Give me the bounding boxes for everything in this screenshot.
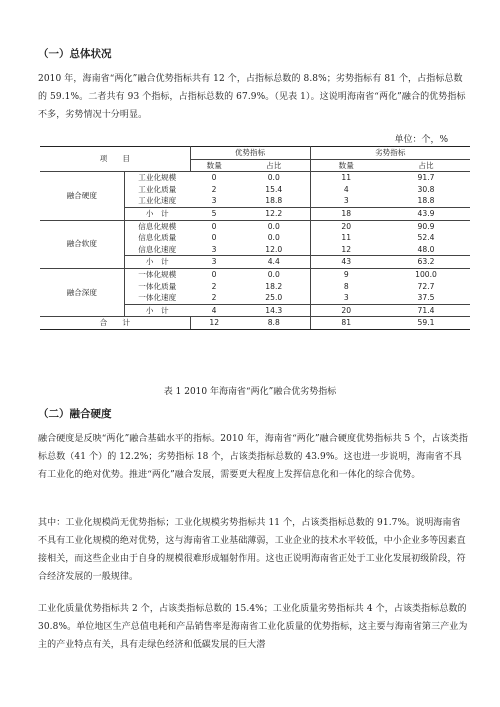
adv-count: 3 [211, 196, 217, 206]
subtotal-label: 小 计 [124, 304, 190, 317]
adv-count: 5 [190, 207, 238, 220]
subheader-ratio: 占比 [418, 160, 434, 170]
adv-count: 0 [190, 220, 238, 232]
adv-count: 0 [211, 233, 217, 243]
dis-count: 11 [341, 233, 352, 243]
adv-count: 4 [190, 304, 238, 317]
group-name: 融合硬度 [40, 172, 124, 220]
row-label: 工业化速度 [138, 196, 177, 206]
dis-ratio: 71.4 [382, 304, 470, 317]
subheader-ratio: 占比 [238, 159, 310, 172]
dis-ratio: 91.7 [382, 172, 470, 184]
table-unit-label: 单位：个，% [394, 135, 448, 145]
dis-count: 20 [310, 220, 382, 232]
adv-ratio: 0.0 [238, 232, 310, 244]
section-1-paragraph: 2010 年，海南省“两化”融合优势指标共有 12 个，占指标总数的 8.8%；劣势指标有 81 个，占指标总数的 59.1%。二者共有 93 个指标，占指标总数的 67.9%。（见表 1）。这说明海南省“两化”融合的优势指标不多，劣势情况十分明显。 [38, 74, 466, 120]
adv-count: 12 [190, 317, 238, 330]
dis-count: 18 [310, 207, 382, 220]
row-label: 信息化速度 [138, 244, 177, 254]
adv-ratio: 0.0 [238, 172, 310, 184]
adv-count: 3 [190, 256, 238, 269]
adv-ratio: 15.4 [238, 184, 310, 196]
indicator-table [40, 146, 470, 330]
adv-ratio: 8.8 [238, 317, 310, 330]
total-row [40, 317, 470, 330]
dis-ratio: 37.5 [417, 293, 435, 303]
table-caption: 表 1 2010 年海南省“两化”融合优劣势指标 [163, 387, 337, 397]
section-2-paragraph-3: 工业化质量优势指标共 2 个，占该类指标总数的 15.4%；工业化质量劣势指标共 4 个，占该类指标总数的 30.8%。单位地区生产总值电耗和产品销售率是海南省工业化质量的优势指标，这主要与海南省第三产业为主的产业特点有关，具有走绿色经济和低碳发展的巨大潜 [38, 604, 468, 650]
subheader-count: 数量 [206, 160, 222, 170]
section-1-heading: （一）总体状况 [38, 48, 112, 60]
subtotal-label: 小 计 [124, 207, 190, 220]
section-2-paragraph-1: 融合硬度是反映“两化”融合基础水平的指标。2010 年，海南省“两化”融合硬度优势指标共 5 个，占该类指标总数（41 个）的 12.2%；劣势指标 18 个，占该类指标总数的 43.9%。这也进一步说明，海南省不具有工业化的绝对优势。推进“两化”融合发展，需要更大程度上发挥信息化和一体化的综合优势。 [38, 434, 468, 480]
row-label: 信息化规模 [124, 220, 190, 232]
header-item: 项 目 [40, 147, 190, 172]
dis-ratio: 63.2 [382, 256, 470, 269]
header-disadvantage: 劣势指标 [310, 147, 470, 160]
adv-ratio: 12.0 [238, 244, 310, 256]
adv-ratio: 14.3 [238, 304, 310, 317]
row-label: 工业化质量 [138, 184, 177, 194]
dis-count: 12 [341, 244, 352, 254]
row-label: 一体化规模 [124, 268, 190, 280]
adv-ratio: 0.0 [238, 268, 310, 280]
dis-ratio: 48.0 [417, 244, 435, 254]
row-label: 一体化质量 [138, 281, 177, 291]
dis-count: 9 [310, 268, 382, 280]
dis-count: 3 [343, 293, 349, 303]
total-label: 合 计 [40, 317, 190, 330]
dis-count: 8 [343, 281, 349, 291]
adv-count: 0 [190, 172, 238, 184]
header-advantage: 优势指标 [190, 147, 310, 160]
dis-ratio: 52.4 [417, 233, 435, 243]
dis-count: 43 [310, 256, 382, 269]
subheader-count: 数量 [338, 160, 354, 170]
dis-count: 3 [343, 196, 349, 206]
dis-ratio: 100.0 [382, 268, 470, 280]
dis-ratio: 30.8 [417, 184, 435, 194]
dis-count: 11 [310, 172, 382, 184]
adv-count: 2 [211, 293, 217, 303]
table-row [40, 268, 470, 280]
table-row [40, 172, 470, 184]
dis-ratio: 72.7 [417, 281, 435, 291]
dis-ratio: 90.9 [382, 220, 470, 232]
group-name: 融合软度 [40, 220, 124, 268]
adv-count: 2 [211, 184, 217, 194]
dis-ratio: 43.9 [382, 207, 470, 220]
adv-ratio: 12.2 [238, 207, 310, 220]
row-label: 一体化速度 [138, 293, 177, 303]
section-2-heading: （二）融合硬度 [38, 408, 112, 420]
section-2-paragraph-2: 其中：工业化规模尚无优势指标；工业化规模劣势指标共 11 个，占该类指标总数的 91.7%。说明海南省不具有工业化规模的绝对优势，这与海南省工业基础薄弱，工业企业的技术水平较低，中小企业多等因素直接相关，而这些企业由于自身的规模很难形成辐射作用。这也正说明海南省正处于工业化发展初级阶段，符合经济发展的一般规律。 [38, 518, 466, 582]
adv-count: 0 [190, 268, 238, 280]
row-label: 信息化质量 [138, 233, 177, 243]
adv-count: 3 [211, 244, 217, 254]
adv-ratio: 0.0 [238, 220, 310, 232]
adv-ratio: 18.2 [238, 281, 310, 293]
dis-count: 81 [310, 317, 382, 330]
adv-ratio: 4.4 [238, 256, 310, 269]
adv-count: 2 [211, 281, 217, 291]
dis-count: 4 [343, 184, 349, 194]
adv-ratio: 25.0 [238, 292, 310, 304]
adv-ratio: 18.8 [238, 195, 310, 207]
row-label: 工业化规模 [124, 172, 190, 184]
subtotal-label: 小 计 [124, 256, 190, 269]
dis-ratio: 59.1 [382, 317, 470, 330]
table-row [40, 220, 470, 232]
dis-ratio: 18.8 [417, 196, 435, 206]
group-name: 融合深度 [40, 268, 124, 316]
dis-count: 20 [310, 304, 382, 317]
